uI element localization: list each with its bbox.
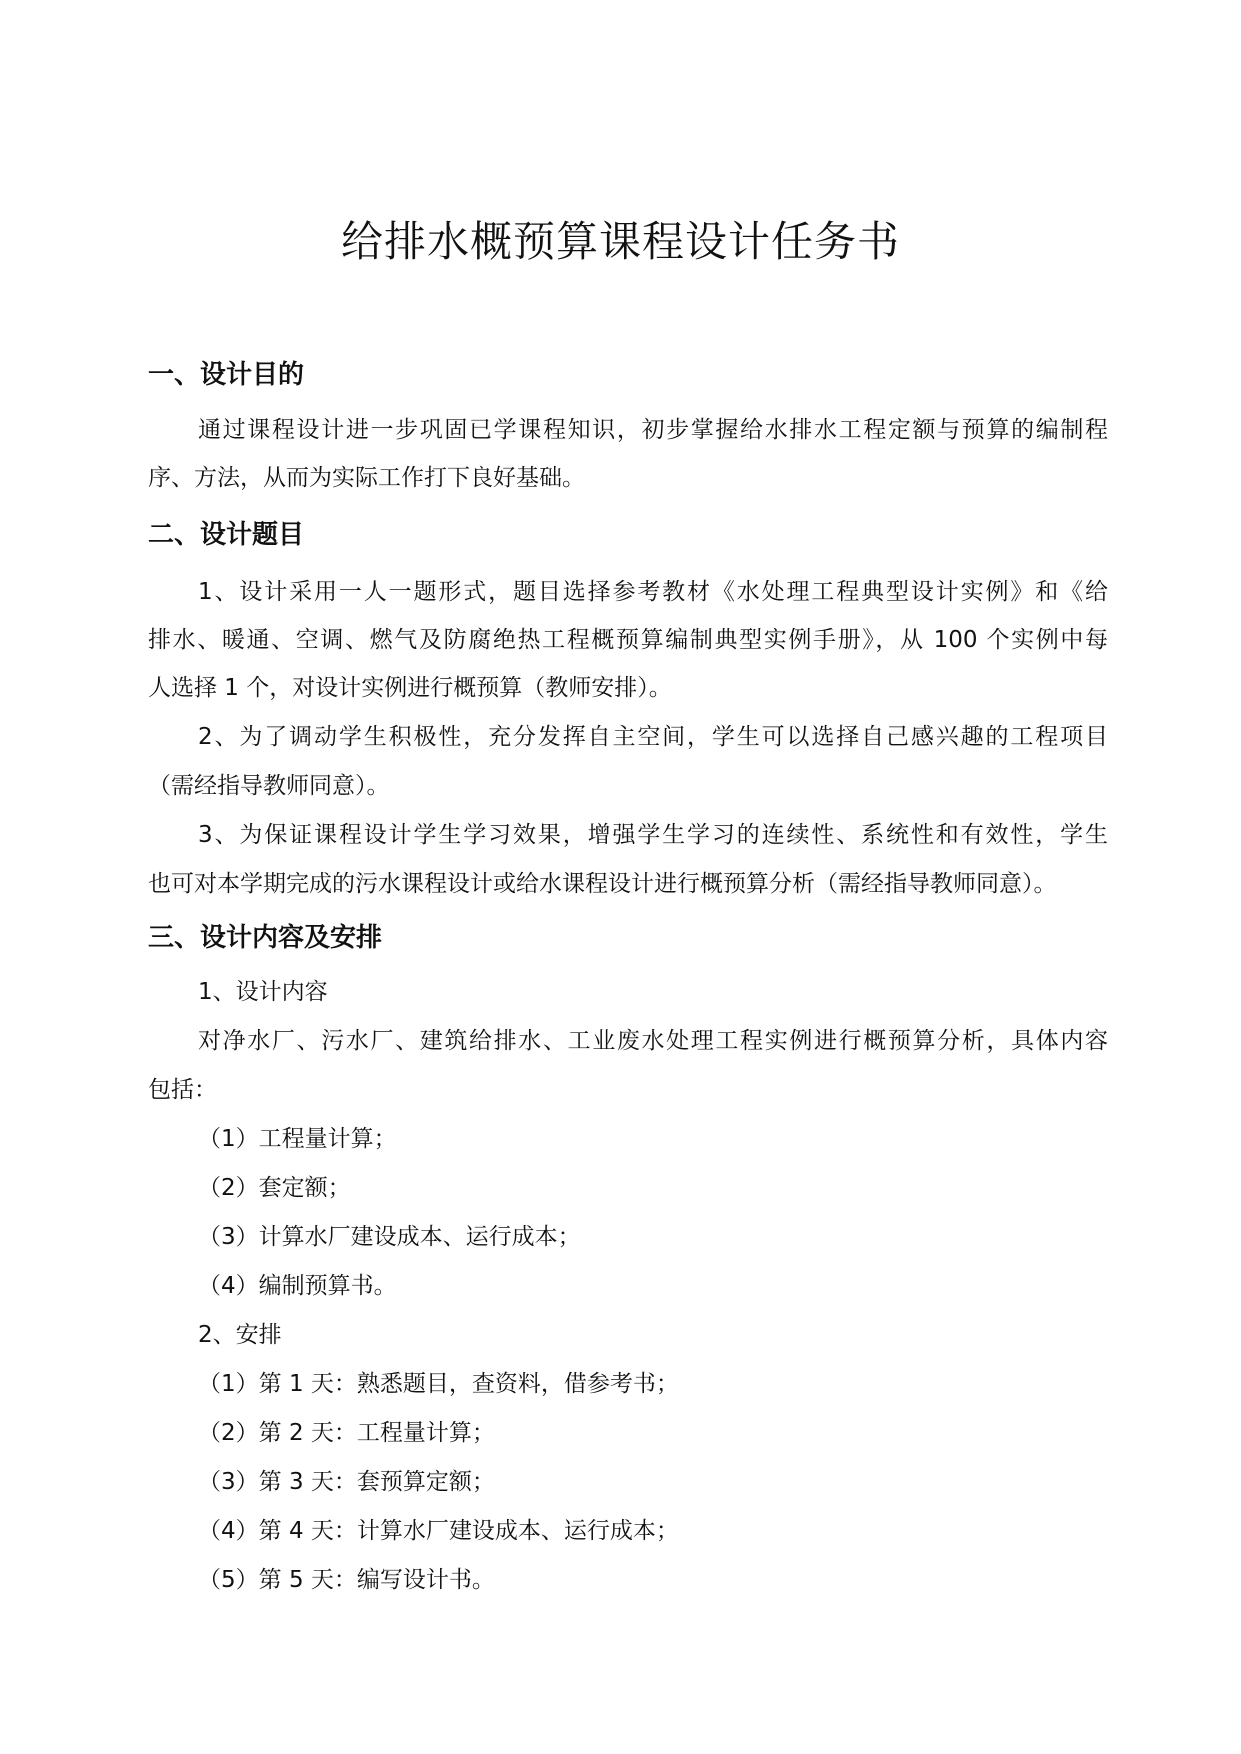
paragraph-line: 排水、暖通、空调、燃气及防腐绝热工程概预算编制典型实例手册》，从 100 个实例中每 [148,627,1108,653]
subheading-content: 1、设计内容 [198,979,328,1005]
document-title: 给排水概预算课程设计任务书 [340,217,900,266]
paragraph-line: 通过课程设计进一步巩固已学课程知识，初步掌握给水排水工程定额与预算的编制程 [198,417,1108,443]
list-item: （1）工程量计算； [198,1126,397,1152]
paragraph-line: 人选择 1 个，对设计实例进行概预算（教师安排）。 [148,675,672,701]
schedule-item: （4）第 4 天：计算水厂建设成本、运行成本； [198,1518,679,1544]
paragraph-line: 1、设计采用一人一题形式，题目选择参考教材《水处理工程典型设计实例》和《给 [198,579,1108,605]
schedule-item: （5）第 5 天：编写设计书。 [198,1567,495,1593]
paragraph-line: 3、为保证课程设计学生学习效果，增强学生学习的连续性、系统性和有效性，学生 [198,822,1108,848]
schedule-item: （2）第 2 天：工程量计算； [198,1420,495,1446]
subheading-schedule: 2、安排 [198,1322,282,1348]
list-item: （3）计算水厂建设成本、运行成本； [198,1224,581,1250]
paragraph-line: （需经指导教师同意）。 [148,773,390,799]
paragraph-line: 2、为了调动学生积极性，充分发挥自主空间，学生可以选择自己感兴趣的工程项目 [198,724,1108,750]
paragraph-line: 对净水厂、污水厂、建筑给排水、工业废水处理工程实例进行概预算分析，具体内容 [198,1028,1108,1054]
schedule-item: （1）第 1 天：熟悉题目，查资料，借参考书； [198,1371,679,1397]
schedule-item: （3）第 3 天：套预算定额； [198,1469,495,1495]
section-heading-purpose: 一、设计目的 [148,360,305,390]
list-item: （2）套定额； [198,1175,351,1201]
paragraph-line: 也可对本学期完成的污水课程设计或给水课程设计进行概预算分析（需经指导教师同意）。 [148,871,1057,897]
section-heading-content-schedule: 三、设计内容及安排 [148,923,383,953]
list-item: （4）编制预算书。 [198,1273,397,1299]
paragraph-line: 包括： [148,1077,217,1103]
section-heading-topic: 二、设计题目 [148,520,305,550]
paragraph-line: 序、方法，从而为实际工作打下良好基础。 [148,465,585,491]
